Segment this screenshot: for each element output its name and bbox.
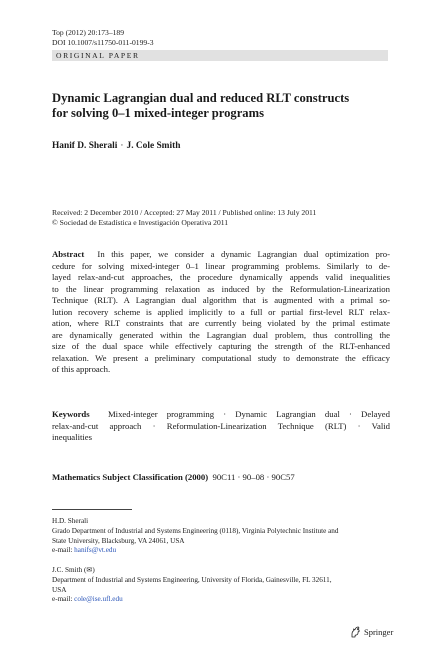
keywords-heading: Keywords [52, 409, 90, 419]
author-list [52, 140, 180, 152]
author-first[interactable]: Hanif D. Sherali [52, 141, 118, 151]
abstract-line: lution recovery scheme is applied implicitly to a full or partial first-level RLT relax- [52, 306, 390, 317]
email-link-sherali[interactable]: hanifs@vt.edu [74, 546, 117, 555]
abstract-line: Abstract In this paper, we consider a dynamic Lagrangian dual optimization pro- [52, 249, 390, 259]
affiliation-name: H.D. Sherali [52, 517, 89, 525]
abstract-heading: Abstract [52, 249, 85, 259]
keywords-line: Keywords Mixed-integer programming · Dynamic Lagrangian dual · Delayed [52, 409, 390, 419]
article-type-label: ORIGINAL PAPER [56, 51, 140, 60]
affiliation-line: State University, Blacksburg, VA 24061, USA [52, 536, 185, 545]
paper-title-line-2: for solving 0–1 mixed-integer programs [52, 106, 264, 120]
abstract-line: are dynamically generated within the Lagrangian dual problem, thus controlling the [52, 329, 390, 340]
affiliation-line: Department of Industrial and Systems Engineering, University of Florida, Gainesville, FL 32611, [52, 575, 332, 584]
article-type-bar [52, 50, 388, 61]
keywords-line: inequalities [52, 432, 93, 442]
article-history: Received: 2 December 2010 / Accepted: 27 May 2011 / Published online: 13 July 2011 [52, 208, 317, 217]
paper-title [52, 91, 392, 121]
author-separator: · [120, 141, 124, 151]
keywords-section [52, 409, 390, 444]
msc-heading: Mathematics Subject Classification (2000) [52, 472, 209, 482]
abstract-line: of this approach. [52, 364, 111, 374]
affiliation-smith [52, 566, 382, 605]
author-second[interactable]: J. Cole Smith [126, 141, 181, 151]
publisher-logo [350, 626, 393, 638]
affiliation-name: J.C. Smith (✉) [52, 566, 95, 574]
springer-horse-icon [350, 626, 361, 638]
copyright-line: © Sociedad de Estadística e Investigación Operativa 2011 [52, 218, 229, 227]
abstract-line: Technique (RLT). A Lagrangian dual algorithm that is augmented with a primal so- [52, 295, 390, 305]
publisher-name: Springer [364, 627, 394, 637]
email-link-smith[interactable]: cole@ise.ufl.edu [74, 595, 123, 604]
paper-title-line-1: Dynamic Lagrangian dual and reduced RLT constructs [52, 91, 350, 105]
affiliation-line: USA [52, 585, 67, 594]
journal-citation: Top (2012) 20:173–189 [52, 28, 125, 37]
abstract-line: layed relax-and-cut approaches, the procedure dynamically appends valid inequalities [52, 272, 390, 282]
abstract-line: ation, where RLT constraints that are currently being violated by the primal estimate [52, 318, 390, 328]
msc-codes: 90C11 · 90–08 · 90C57 [212, 472, 295, 482]
affiliation-sherali [52, 517, 382, 556]
msc-section [52, 472, 295, 484]
abstract-line: cedure for solving mixed-integer 0–1 linear programming problems. Similarly to de- [52, 260, 390, 271]
affiliation-email-row: e-mail: hanifs@vt.edu [52, 546, 117, 555]
abstract-section [52, 249, 390, 376]
affiliation-line: Grado Department of Industrial and Systems Engineering (0118), Virginia Polytechnic Institute and [52, 526, 339, 535]
affiliation-email-row: e-mail: cole@ise.ufl.edu [52, 595, 123, 604]
keywords-line: relax-and-cut approach · Reformulation-Linearization Technique (RLT) · Valid [52, 420, 390, 431]
footnote-divider [52, 509, 132, 510]
abstract-line: to the linear programming relaxation as induced by the Reformulation-Linearization [52, 283, 390, 294]
journal-doi: DOI 10.1007/s11750-011-0199-3 [52, 38, 154, 47]
abstract-line: relaxation. We present a preliminary computational study to demonstrate the efficacy [52, 352, 390, 363]
abstract-line: size of the dual space while effectively capturing the strength of the RLT-enhanced [52, 341, 390, 351]
